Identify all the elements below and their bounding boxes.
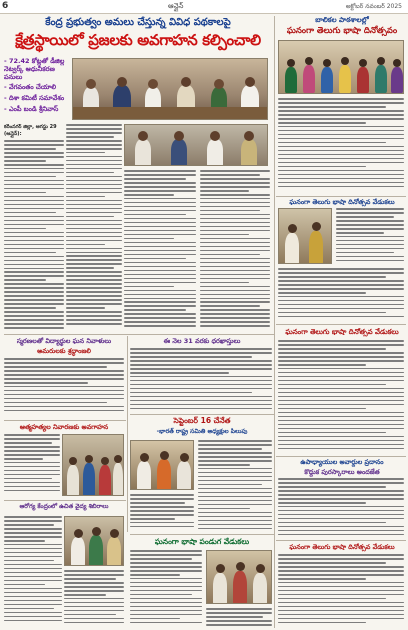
lead-bullet: - ఎంపీ బండి శ్రీనివాస్ [4, 104, 59, 113]
right-top-body [278, 98, 404, 192]
story5-body [198, 440, 272, 532]
lead-body-col3 [124, 170, 196, 332]
right-bottom-headline-2: కొద్దుక పురస్కారాలు అందజేత [304, 468, 380, 476]
story4-headline: ఈ నెల 31 వరకు ధరఖాస్తులు [163, 337, 241, 345]
story4-body [130, 348, 272, 412]
lead-body-col1 [4, 124, 64, 332]
right-bottom-body-1 [278, 340, 404, 452]
page-header [0, 0, 408, 14]
right-bottom-kicker: ఉపాధ్యాయుల అవార్డుల ప్రదానం [300, 458, 384, 466]
right-top-headline: ఘనంగా తెలుగు భాషా దినోత్సవం [286, 26, 398, 36]
right-mid-body-b [278, 268, 404, 320]
lead-bullet: - వేగవంతం చేయాలి [4, 83, 57, 92]
school-event-photo [278, 40, 404, 94]
story6-body-b [206, 608, 272, 628]
right-mid-headline: ఘనంగా తెలుగు భాషా దినోత్సవ వేడుకలు [289, 198, 395, 206]
story2-photo [62, 434, 124, 496]
right-bottom-headline-3: ఘనంగా తెలుగు భాషా దినోత్సవ వేడుకలు [289, 543, 395, 551]
lead-byline: కరీంనగర్ జిల్లా, ఆగస్టు 29 (ఆన్లైన్): [4, 124, 57, 137]
language-day-photo [278, 208, 332, 264]
story3-body [4, 516, 62, 628]
story2-body [4, 434, 60, 496]
story2-headline: ఆత్మహత్యల నివారణకు అవగాహన [19, 423, 109, 431]
story6-photo [206, 550, 272, 604]
page-number: 6 [2, 1, 9, 11]
masthead-brand: ఆన్లైన్ [168, 2, 184, 10]
story5-photo [130, 440, 194, 490]
story1-body [4, 358, 124, 416]
right-bottom-body-2 [278, 478, 404, 538]
lead-bullets [4, 58, 68, 117]
story3-headline: ఆరోగ్య కేంద్రంలో ఉచిత వైద్య శిబిరాలు [19, 503, 109, 510]
right-bottom-body-3 [278, 554, 404, 628]
story1-headline: స్మరణలతో విద్యార్థుల ఘన నివాళులు [16, 337, 112, 345]
lead-body-col2 [66, 124, 122, 332]
story3-photo [64, 516, 124, 566]
story6-body [130, 550, 202, 628]
lead-meeting-photo [72, 58, 268, 120]
story5-subhead: -భారత్ రాష్ట్ర సమితి అధ్యక్షుల పిలుపు [156, 428, 248, 435]
lead-bullet: - దిశా కమిటీ సమావేశం [4, 94, 65, 103]
lead-body-col4 [200, 170, 270, 332]
lead-officials-photo [124, 124, 268, 166]
lead-bullet: - 72.42 కోట్లతో డీజిల్ల నెట్వర్క్ ఆధునీకరణ పనులు [4, 57, 65, 81]
story5-body-b [130, 494, 194, 532]
right-mid-body-a [336, 208, 404, 266]
story3-body-b [64, 570, 124, 628]
story5-headline: సెప్టెంబర్ 16 చేనేత [173, 416, 231, 425]
right-top-kicker: బాలికల పాఠశాలల్లో [315, 16, 369, 24]
story1-subhead: అమరులకు శ్రద్ధాంజలి [37, 347, 91, 355]
lead-headline: క్షేత్రస్థాయిలో ప్రజలకు అవగాహన కల్పించాలి [15, 31, 261, 49]
lead-kicker: కేంద్ర ప్రభుత్వం అమలు చేస్తున్న వివిధ పథకాలపై [45, 17, 231, 28]
right-bottom-headline-1: ఘనంగా తెలుగు భాషా దినోత్సవ వేడుకలు [285, 328, 399, 336]
issue-date: అక్టోబర్ నవంబర్ 2025 [345, 3, 402, 10]
story6-headline: ఘనంగా భాషా పండుగ వేడుకలు [154, 537, 250, 546]
